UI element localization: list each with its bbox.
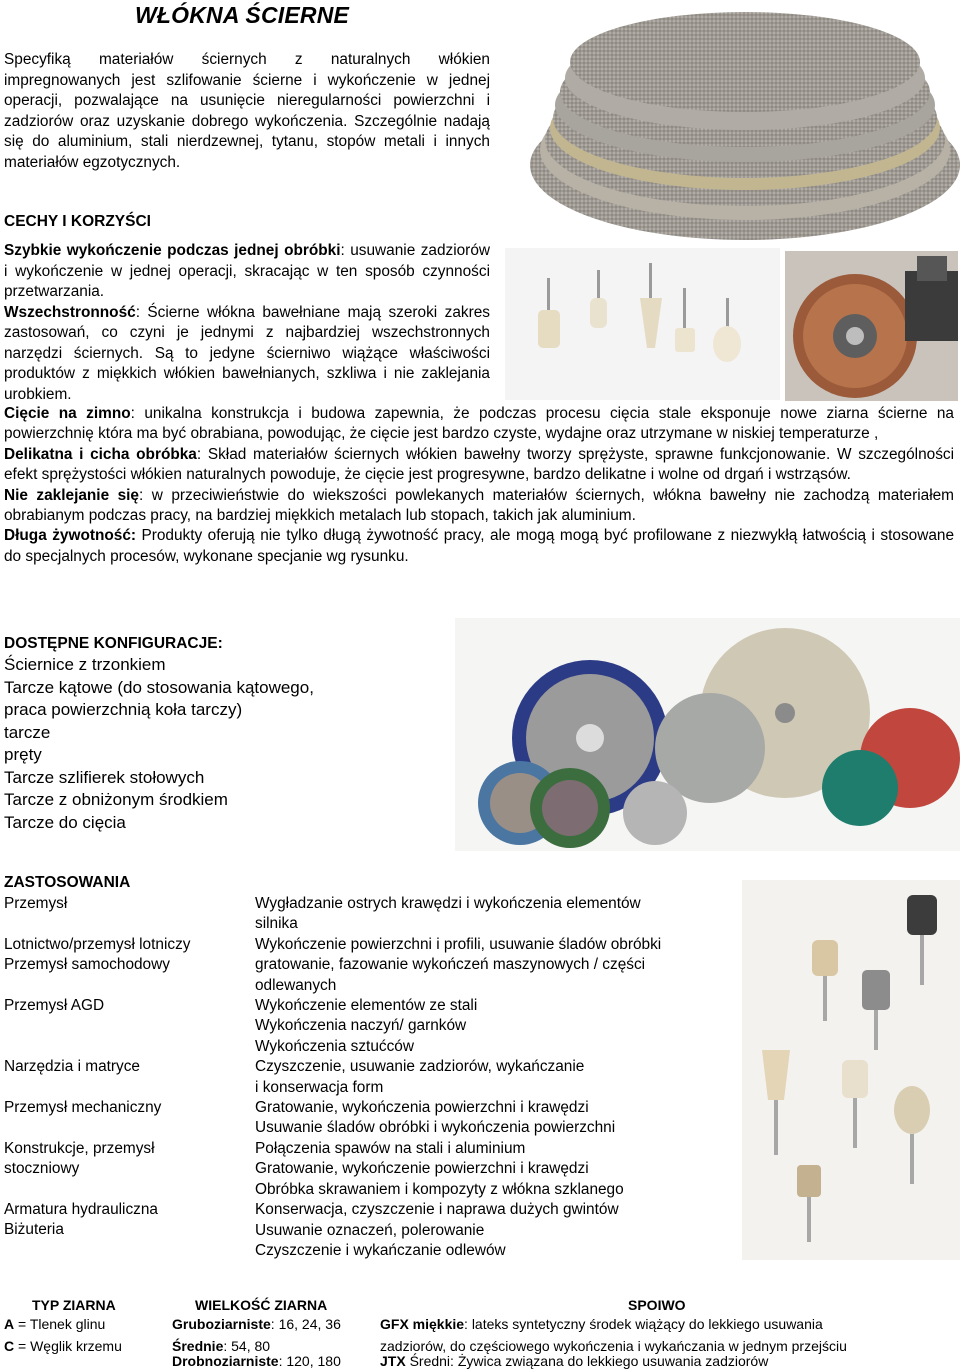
configuration-item: praca powierzchnią koła tarczy) — [4, 700, 243, 719]
application-item: Wykończenia naczyń/ garnków — [255, 1017, 467, 1035]
bond-row — [380, 1353, 768, 1370]
benefits-narrow — [4, 241, 490, 405]
industry-item: Lotnictwo/przemysł lotniczy — [4, 935, 191, 953]
intro-paragraph: Specyfiką materiałów ściernych z naturalnych włókien impregnowanych jest szlifowanie ścierne i wykończenie w jednej operacji, pozwalające na usunięcie nieregularności powierzchni i zadziorów oraz uzyskanie dobrego wykończenia. Szczególnie nadają się do aluminium, stali nierdzewnej, tytanu, stopów metali i innych materiałów egzotycznych. — [4, 51, 490, 171]
grain-code: A — [4, 1316, 15, 1332]
application-item: gratowanie, fazowanie wykończeń maszynowych / części — [255, 956, 646, 974]
application-item: Czyszczenie i wykańczanie odlewów — [255, 1241, 506, 1259]
bond-heading: SPOIWO — [628, 1297, 686, 1313]
industry-item — [4, 1016, 244, 1036]
industry-item — [4, 914, 244, 934]
configurations-list — [4, 654, 314, 834]
applications-column — [255, 894, 733, 1261]
benefit-title: Długa żywotność: — [4, 527, 137, 545]
industry-item: Przemysł samochodowy — [4, 956, 170, 974]
bond-label: GFX miękkie — [380, 1316, 465, 1332]
application-item: Wygładzanie ostrych krawędzi i wykończenia elementów — [255, 895, 641, 912]
industry-item — [4, 976, 244, 996]
grain-size-row — [172, 1316, 341, 1333]
configuration-item: Tarcze z obniżonym środkiem — [4, 790, 228, 809]
configurations-heading: DOSTĘPNE KONFIGURACJE: — [4, 635, 223, 652]
application-item: Wykończenia sztućców — [255, 1037, 414, 1055]
angle-grinder-photo — [785, 251, 958, 401]
benefit-item — [4, 404, 954, 445]
benefit-title: Szybkie wykończenie podczas jednej obróbki — [4, 242, 341, 259]
grain-code: C — [4, 1338, 15, 1354]
industry-item — [4, 1118, 244, 1138]
grain-desc: = Węglik krzemu — [14, 1338, 122, 1354]
bond-label: JTX — [380, 1353, 406, 1369]
grain-size-label: Gruboziarniste — [172, 1316, 271, 1332]
application-item: silnika — [255, 915, 298, 933]
industries-column — [4, 894, 244, 1241]
configuration-item: Tarcze do cięcia — [4, 812, 126, 832]
mounted-points-photo — [505, 248, 780, 400]
abrasive-discs-photo — [505, 0, 960, 245]
industry-item: Konstrukcje, przemysł — [4, 1139, 155, 1157]
benefit-item — [4, 445, 954, 486]
industry-item: Biżuteria — [4, 1221, 64, 1239]
application-item: Gratowanie, wykończenia powierzchni i krawędzi — [255, 1099, 589, 1117]
benefit-item — [4, 241, 490, 303]
page-title: WŁÓKNA ŚCIERNE — [135, 2, 350, 28]
application-item: Obróbka skrawaniem i kompozyty z włókna szklanego — [255, 1180, 624, 1198]
industry-item: Przemysł AGD — [4, 997, 105, 1014]
industry-item — [4, 1180, 244, 1200]
application-item: Wykończenie elementów ze stali — [255, 997, 478, 1015]
bond-desc: : lateks syntetyczny środek wiążący do lekkiego usuwania — [464, 1316, 823, 1332]
grain-type-heading: TYP ZIARNA — [32, 1297, 116, 1313]
benefit-text: : unikalna konstrukcja i budowa zapewnia, że podczas procesu cięcia stale eksponuje nowe ziarna ścierne na powierzchnię która ma być obrabiana, powodując, że cięcie jest bardzo czyste, wydajne oraz utrzymane w niskiej temperaturze , — [4, 405, 954, 443]
benefit-text: Produkty oferują nie tylko długą żywotność pracy, ale mogą mogą być profilowane z niezwykłą łatwością i stosowane do specjalnych procesów, wykonane specjanie wg rysunku. — [4, 527, 954, 565]
benefit-item — [4, 486, 954, 527]
industry-item — [4, 1078, 244, 1098]
configuration-item: tarcze — [4, 722, 51, 742]
product-range-photo — [455, 618, 960, 851]
industry-item: stoczniowy — [4, 1160, 80, 1178]
grain-size-row — [172, 1353, 341, 1370]
grain-desc: = Tlenek glinu — [14, 1316, 106, 1332]
benefit-text: : usuwanie zadziorów i wykończenie w jednej operacji, skracając w ten sposób czynności przetwarzania. — [4, 242, 490, 300]
benefit-title: Delikatna i cicha obróbka — [4, 445, 197, 463]
application-item: i konserwacja form — [255, 1078, 384, 1096]
grain-size-values: : 16, 24, 36 — [270, 1316, 341, 1332]
grain-type-row — [4, 1316, 105, 1333]
configuration-item: Tarcze kątowe (do stosowania kątowego, — [4, 677, 314, 697]
benefits-wide — [4, 404, 954, 567]
application-item: Wykończenie powierzchni i profili, usuwanie śladów obróbki — [255, 935, 662, 953]
mounted-points-assortment-photo — [742, 880, 960, 1260]
configuration-item: Tarcze szlifierek stołowych — [4, 767, 205, 787]
grain-size-values: : 54, 80 — [223, 1338, 271, 1354]
grain-type-row — [4, 1338, 122, 1355]
industry-item: Narzędzia i matryce — [4, 1058, 140, 1076]
benefit-text: : w przeciwieństwie do wiekszości powlekanych materiałów ściernych, włókna bawełny nie zachodzą materiałem obrabianym podczas pracy, na bardziej miękkich metalach lub stopach, takich jak aluminium. — [4, 486, 954, 525]
benefit-text: : Ścierne włókna bawełniane mają szeroki zakres zastosowań, co czyni je jednymi z najbardziej wszechstronnych narzędzi ściernych. Są to jedyne ścierniwo wiążące właściwości produktów z miękkich włókien bawełnianych, szkliwa i nie zaklejania urobkiem. — [4, 303, 490, 403]
industry-item — [4, 1037, 244, 1057]
configuration-item: Ściernice z trzonkiem — [4, 655, 166, 674]
benefit-title: Cięcie na zimno — [4, 405, 131, 422]
application-item: odlewanych — [255, 976, 337, 994]
application-item: Czyszczenie, usuwanie zadziorów, wykańczanie — [255, 1058, 585, 1076]
features-heading: CECHY I KORZYŚCI — [4, 213, 151, 230]
industry-item: Przemysł — [4, 895, 68, 912]
industry-item: Przemysł mechaniczny — [4, 1098, 162, 1116]
applications-heading: ZASTOSOWANIA — [4, 874, 131, 891]
grain-size-label: Średnie — [172, 1338, 224, 1354]
bond-desc: Średni: Żywica związana do lekkiego usuwania zadziorów — [405, 1353, 769, 1369]
benefit-title: Nie zaklejanie się — [4, 486, 139, 504]
benefit-title: Wszechstronność — [4, 303, 136, 321]
grain-size-values: : 120, 180 — [278, 1353, 341, 1369]
application-item: Konserwacja, czyszczenie i naprawa dużych gwintów — [255, 1201, 619, 1219]
bond-row — [380, 1316, 823, 1333]
grain-size-label: Drobnoziarniste — [172, 1353, 279, 1369]
configuration-item: pręty — [4, 745, 42, 764]
application-item: Usuwanie oznaczeń, polerowanie — [255, 1221, 485, 1239]
industry-item: Armatura hydrauliczna — [4, 1200, 158, 1218]
application-item: Gratowanie, wykończenie powierzchni i krawędzi — [255, 1160, 589, 1178]
benefit-item — [4, 303, 490, 406]
application-item: Usuwanie śladów obróbki i wykończenia powierzchni — [255, 1119, 616, 1137]
benefit-item — [4, 526, 954, 567]
benefit-text: : Skład materiałów ściernych włókien bawełny tworzy sprężyste, sprawne funkcjonowanie. W szczególności efekt sprężystości włókien naturalnych powoduje, że cięcie jest progresywne, bardzo delikatne i wolne od drgań i wstrząsów. — [4, 445, 954, 484]
grain-size-heading: WIELKOŚĆ ZIARNA — [195, 1297, 328, 1313]
application-item: Połączenia spawów na stali i aluminium — [255, 1139, 526, 1157]
bond-desc: zadziorów, do częściowego wykończenia i wykańczania w jednym przejściu — [380, 1338, 847, 1354]
